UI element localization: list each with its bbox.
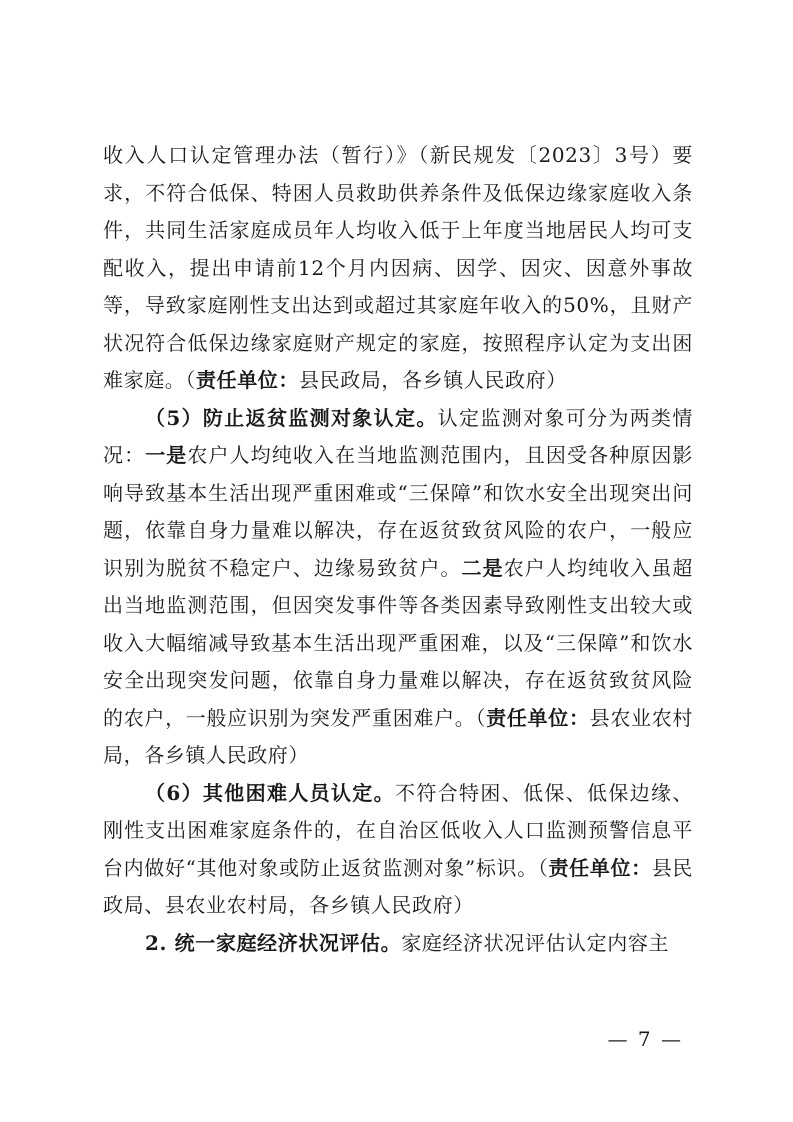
text-run: 家庭经济状况评估认定内容主 (401, 930, 670, 955)
paragraph-other-difficulty (103, 775, 693, 925)
paragraph-low-income-expense (103, 137, 693, 400)
responsible-unit-label: 责任单位： (486, 705, 590, 730)
point-one-label: 一是 (145, 443, 188, 467)
text-run: 不符合特困、低保、低保边缘、刚性支出困难家庭条件的，在自治区低收入人口监测预警信息平台内做好“其他对象或防止返贫监测对象”标识。（ (103, 780, 693, 880)
paragraph-monitoring-targets (103, 400, 693, 775)
section-heading-2: 2. 统一家庭经济状况评估。 (145, 930, 402, 955)
point-two-label: 二是 (461, 555, 504, 580)
section-heading-5: （5）防止返贫监测对象认定。 (145, 405, 438, 430)
section-heading-6: （6）其他困难人员认定。 (145, 780, 395, 805)
responsible-unit-label: 责任单位： (196, 368, 299, 392)
text-run: 认定监测对象可分为两类情况： (103, 405, 693, 467)
page-number: — 7 — (607, 1027, 683, 1051)
text-run: 农户人均纯收入虽超出当地监测范围，但因突发事件等各类因素导致刚性支出较大或收入大幅缩减导致基本生活出现严重困难，以及“三保障”和饮水安全出现突发问题，依靠自身力量难以解决，存在返贫致贫风险的农户，一般应识别为突发严重困难户。（ (103, 555, 694, 730)
text-run: 收入人口认定管理办法（暂行）》（新民规发〔2023〕3号）要求，不符合低保、特困人员救助供养条件及低保边缘家庭收入条件，共同生活家庭成员年人均收入低于上年度当地居民人均可支配收入，提出申请前12个月内因病、因学、因灾、因意外事故等，导致家庭刚性支出达到或超过其家庭年收入的50%，且财产状况符合低保边缘家庭财产规定的家庭，按照程序认定为支出困难家庭。（ (103, 143, 693, 392)
text-run: 县民政局，各乡镇人民政府） (299, 368, 567, 392)
responsible-unit-label: 责任单位： (548, 855, 652, 880)
paragraph-economic-assessment (103, 925, 693, 963)
body-text (103, 137, 693, 962)
text-run: 农户人均纯收入在当地监测范围内，且因受各种原因影响导致基本生活出现严重困难或“三保障”和饮水安全出现突出问题，依靠自身力量难以解决，存在返贫致贫风险的农户，一般应识别为脱贫不稳定户、边缘易致贫户。 (103, 443, 694, 580)
text-run: 县民政局、县农业农村局，各乡镇人民政府） (103, 855, 694, 917)
text-run: 县农业农村局，各乡镇人民政府） (103, 705, 694, 767)
